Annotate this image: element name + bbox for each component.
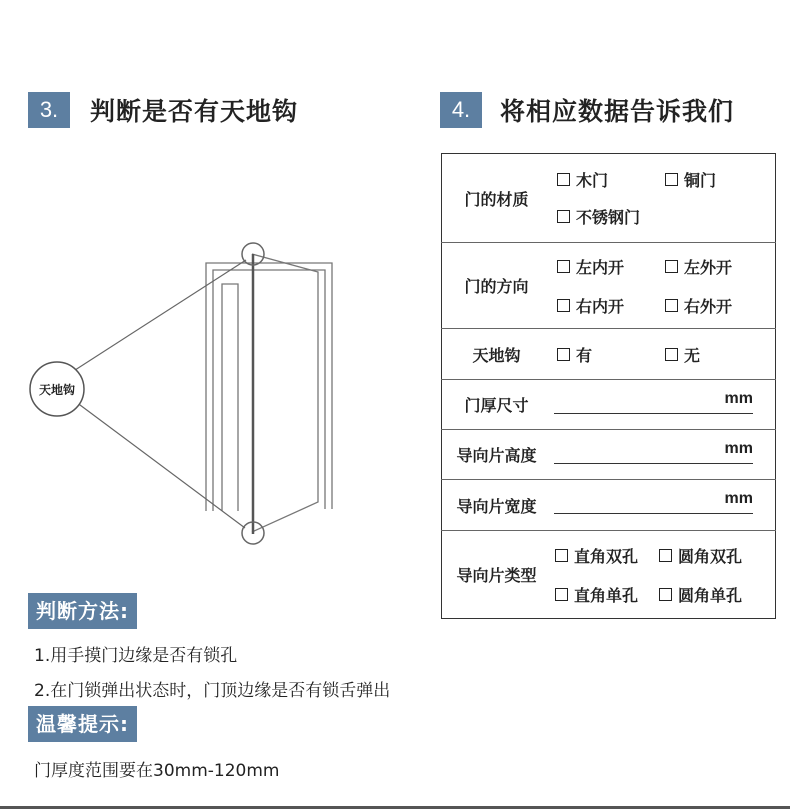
checkbox[interactable] <box>555 588 568 601</box>
unit-label: mm <box>724 389 753 407</box>
checkbox[interactable] <box>665 299 678 312</box>
section-4-header <box>440 92 734 128</box>
guide-height-input[interactable] <box>554 436 753 474</box>
checkbox[interactable] <box>557 210 570 223</box>
checkbox[interactable] <box>557 299 570 312</box>
form-label: 门的材质 <box>442 154 552 243</box>
option-round-single-hole[interactable]: 圆角单孔 <box>659 583 769 606</box>
option-right-outward[interactable]: 右外开 <box>665 294 775 317</box>
section-3-number: 3. <box>28 92 70 128</box>
door-leaf-left <box>222 284 238 511</box>
door-frame <box>206 263 332 511</box>
checkbox[interactable] <box>557 173 570 186</box>
option-left-outward[interactable]: 左外开 <box>665 255 775 278</box>
form-row-guide-height <box>442 430 776 480</box>
checkbox[interactable] <box>659 588 672 601</box>
form-label: 门的方向 <box>442 243 552 329</box>
info-form-table <box>441 153 776 619</box>
checkbox[interactable] <box>665 348 678 361</box>
option-right-inward[interactable]: 右内开 <box>557 294 665 317</box>
checkbox[interactable] <box>555 549 568 562</box>
door-frame-inner <box>213 270 325 511</box>
callout-line-top <box>72 260 246 372</box>
option-left-inward[interactable]: 左内开 <box>557 255 665 278</box>
method-heading: 判断方法: <box>28 593 137 629</box>
option-copper-door[interactable]: 铜门 <box>665 168 775 191</box>
option-wood-door[interactable]: 木门 <box>557 168 665 191</box>
section-4-number: 4. <box>440 92 482 128</box>
door-diagram <box>0 230 420 560</box>
checkbox[interactable] <box>557 260 570 273</box>
bottom-divider <box>0 806 790 809</box>
form-row-material <box>442 154 776 243</box>
option-has-hook[interactable]: 有 <box>557 343 665 366</box>
option-square-double-hole[interactable]: 直角双孔 <box>555 544 659 567</box>
checkbox[interactable] <box>665 173 678 186</box>
form-row-guide-type <box>442 531 776 619</box>
tips-text: 门厚度范围要在30mm-120mm <box>34 761 280 781</box>
form-row-guide-width <box>442 480 776 531</box>
unit-label: mm <box>724 490 753 507</box>
form-row-floor-hook <box>442 329 776 380</box>
option-square-single-hole[interactable]: 直角单孔 <box>555 583 659 606</box>
form-label: 导向片宽度 <box>442 480 552 531</box>
door-leaf-open <box>252 254 318 532</box>
method-step-1: 1.用手摸门边缘是否有锁孔 <box>34 646 238 666</box>
option-no-hook[interactable]: 无 <box>665 343 775 366</box>
method-step-2: 2.在门锁弹出状态时，门顶边缘是否有锁舌弹出 <box>34 681 391 701</box>
thickness-input[interactable] <box>554 386 753 424</box>
form-label: 门厚尺寸 <box>442 380 552 430</box>
section-4-title: 将相应数据告诉我们 <box>500 97 735 126</box>
callout-line-bottom <box>76 402 245 528</box>
form-label: 天地钩 <box>442 329 552 380</box>
guide-width-input[interactable] <box>554 486 753 524</box>
tips-heading: 温馨提示: <box>28 706 137 742</box>
section-3-header <box>28 92 298 128</box>
callout-label: 天地钩 <box>38 383 76 397</box>
form-row-direction <box>442 243 776 329</box>
form-row-door-thickness <box>442 380 776 430</box>
unit-label: mm <box>724 439 753 457</box>
form-label: 导向片类型 <box>456 566 537 585</box>
option-steel-door[interactable]: 不锈钢门 <box>557 205 665 228</box>
form-label: 导向片高度 <box>442 430 552 480</box>
checkbox[interactable] <box>665 260 678 273</box>
option-round-double-hole[interactable]: 圆角双孔 <box>659 544 769 567</box>
checkbox[interactable] <box>557 348 570 361</box>
checkbox[interactable] <box>659 549 672 562</box>
section-3-title: 判断是否有天地钩 <box>90 97 299 126</box>
